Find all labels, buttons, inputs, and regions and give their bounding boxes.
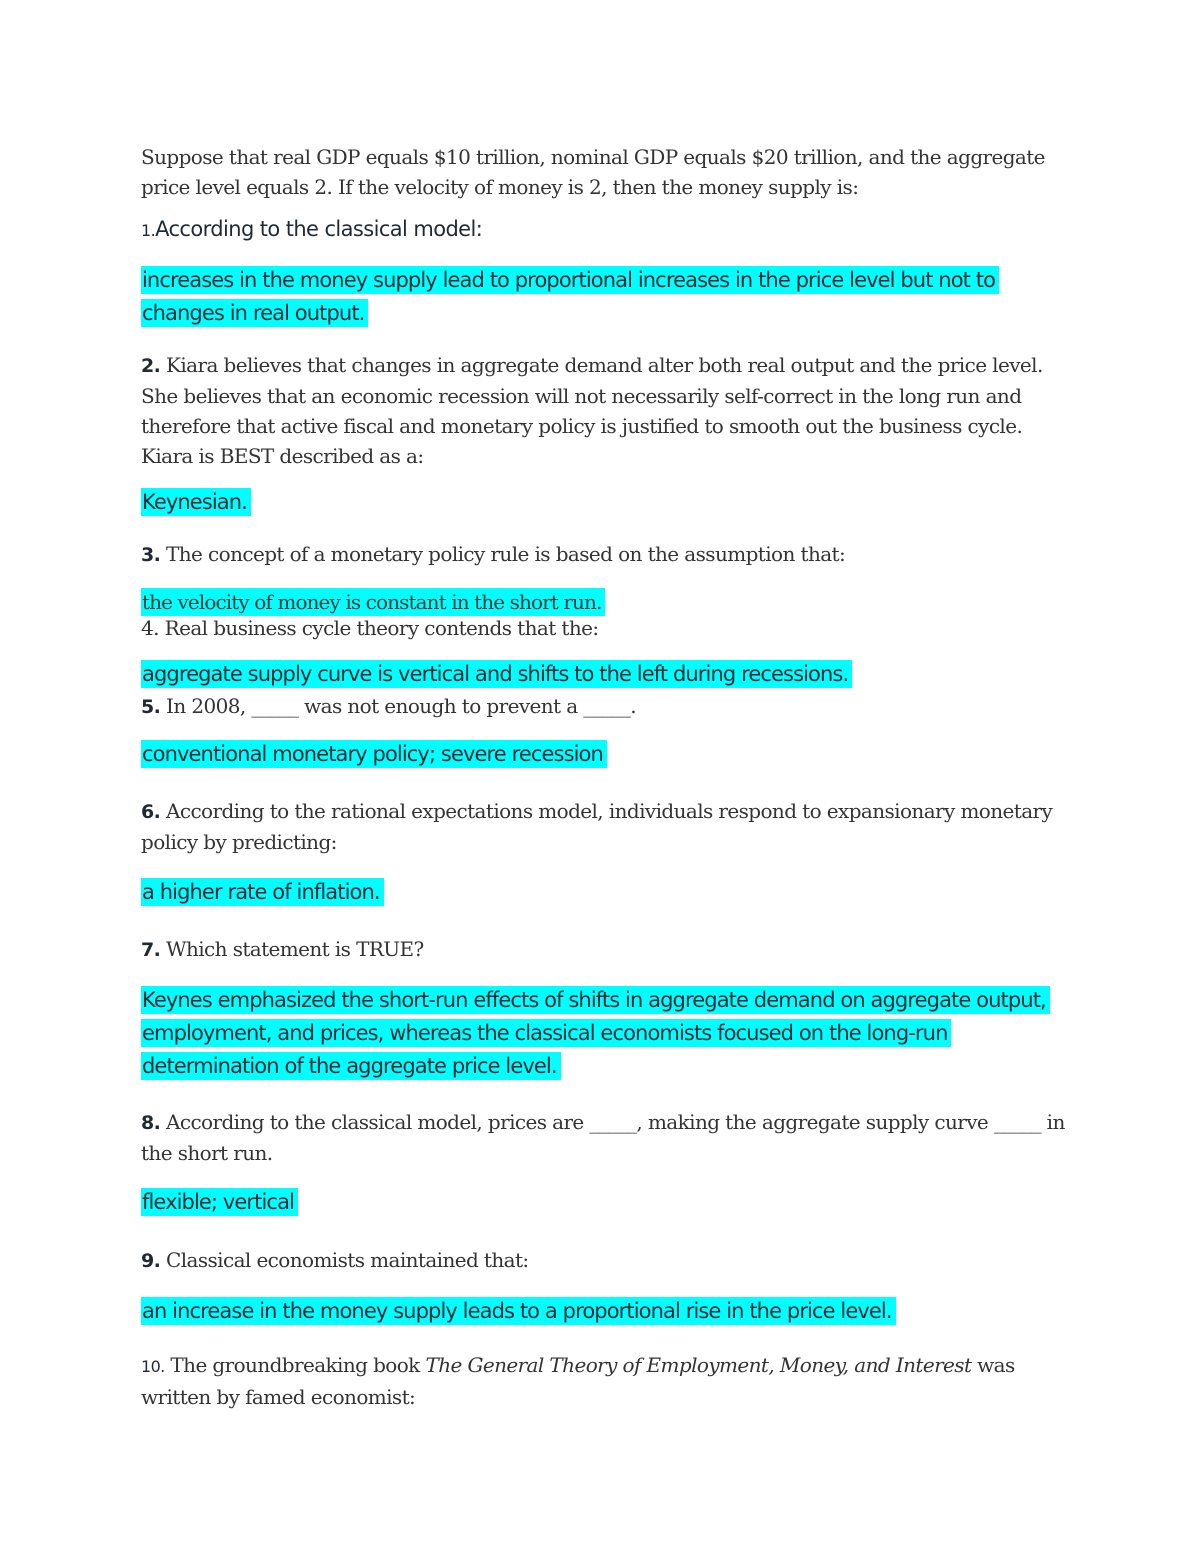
- question-5-text: In 2008, _____ was not enough to prevent a _____.: [166, 694, 637, 718]
- answer-9: [141, 1295, 1071, 1328]
- question-6-number: 6.: [141, 801, 161, 823]
- answer-7: [141, 984, 1051, 1083]
- question-10-text-after: was written by famed economist:: [141, 1353, 1015, 1409]
- answer-5: [141, 738, 1071, 771]
- answer-9-highlight: an increase in the money supply leads to a proportional rise in the price level.: [141, 1297, 896, 1325]
- answer-1-highlight: increases in the money supply lead to proportional increases in the price level but not to changes in real output.: [141, 266, 999, 327]
- question-7-text: Which statement is TRUE?: [166, 937, 424, 961]
- question-8-text: According to the classical model, prices are _____, making the aggregate supply curve _____ in the short run.: [141, 1110, 1065, 1165]
- answer-1: [141, 264, 1041, 330]
- question-8: [141, 1107, 1071, 1168]
- question-3: [141, 539, 1071, 570]
- answer-4-highlight: aggregate supply curve is vertical and shifts to the left during recessions.: [141, 660, 852, 688]
- question-1: [141, 214, 1071, 246]
- question-5-number: 5.: [141, 696, 161, 718]
- question-9-text: Classical economists maintained that:: [166, 1248, 529, 1272]
- question-4: [141, 613, 1071, 643]
- question-3-text: The concept of a monetary policy rule is based on the assumption that:: [166, 542, 846, 566]
- question-2-number: 2.: [141, 355, 161, 377]
- question-1-number: 1.: [141, 221, 156, 240]
- question-7: [141, 934, 1071, 965]
- answer-3: [141, 589, 1071, 615]
- answer-2: [141, 486, 1071, 519]
- answer-6: [141, 876, 1071, 909]
- question-9: [141, 1245, 1071, 1276]
- question-6-text: According to the rational expectations model, individuals respond to expansionary monetary policy by predicting:: [141, 799, 1053, 854]
- question-2-text: Kiara believes that changes in aggregate demand alter both real output and the price level. She believes that an economic recession will not necessarily self-correct in the long run and therefore that active fiscal and monetary policy is justified to smooth out the business cycle. Kiara is BEST described as a:: [141, 353, 1043, 468]
- answer-8-highlight: flexible; vertical: [141, 1188, 298, 1216]
- question-10-number: 10.: [141, 1357, 165, 1376]
- question-1-text: According to the classical model:: [155, 217, 483, 241]
- answer-8: [141, 1186, 1071, 1219]
- question-9-number: 9.: [141, 1250, 161, 1272]
- question-6: [141, 796, 1071, 857]
- question-10-text-before: The groundbreaking book: [170, 1353, 426, 1377]
- question-2: [141, 350, 1071, 471]
- question-5: [141, 691, 1071, 722]
- answer-3-highlight: the velocity of money is constant in the short run.: [141, 588, 605, 616]
- answer-4: [141, 658, 1071, 691]
- answer-5-highlight: conventional monetary policy; severe recession: [141, 740, 607, 768]
- question-10: [141, 1350, 1071, 1412]
- question-4-number: 4.: [141, 616, 159, 640]
- question-3-number: 3.: [141, 544, 161, 566]
- intro-paragraph: Suppose that real GDP equals $10 trillion, nominal GDP equals $20 trillion, and the aggregate price level equals 2. If the velocity of money is 2, then the money supply is:: [141, 145, 1045, 199]
- answer-7-highlight: Keynes emphasized the short-run effects of shifts in aggregate demand on aggregate output, employment, and prices, whereas the classical economists focused on the long-run determination of the aggregate price level.: [141, 986, 1050, 1080]
- question-4-text: Real business cycle theory contends that the:: [164, 616, 599, 640]
- answer-6-highlight: a higher rate of inflation.: [141, 878, 384, 906]
- question-7-number: 7.: [141, 939, 161, 961]
- question-8-number: 8.: [141, 1112, 161, 1134]
- answer-2-highlight: Keynesian.: [141, 488, 251, 516]
- question-10-book-title: The General Theory of Employment, Money, and Interest: [425, 1353, 972, 1377]
